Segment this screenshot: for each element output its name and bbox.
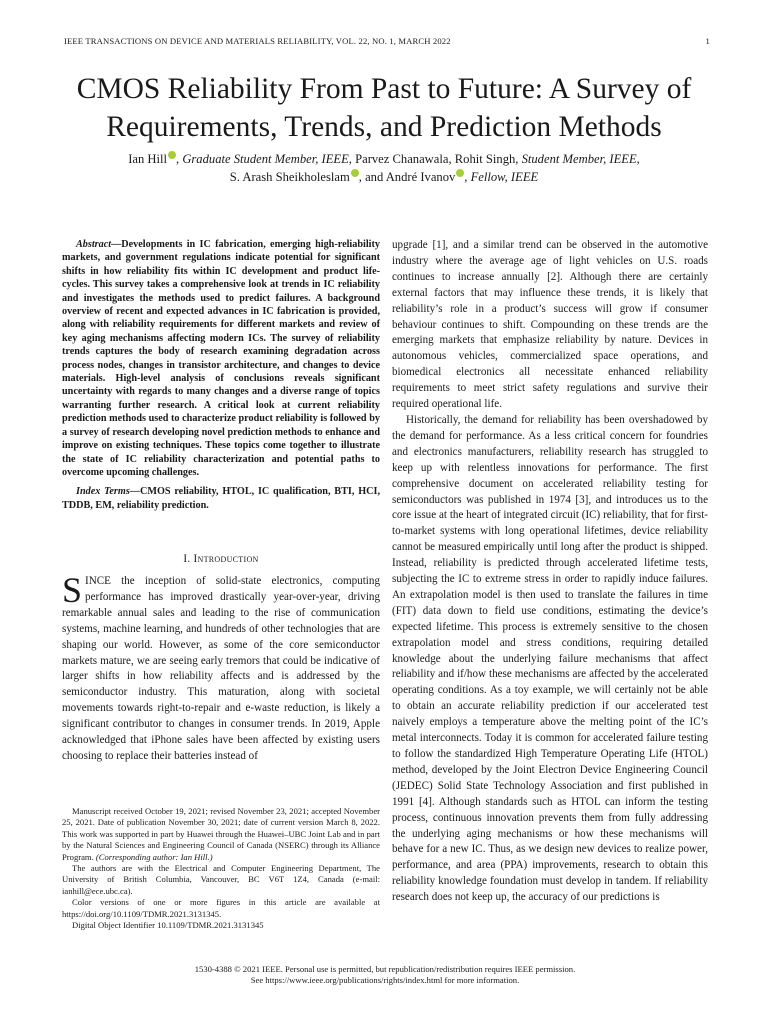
abstract-lead: Abstract (76, 239, 112, 250)
author-separator: , (515, 152, 522, 166)
page-number: 1 (705, 36, 710, 46)
index-terms (62, 485, 380, 512)
body-paragraph: upgrade [1], and a similar trend can be observed in the automotive industry where the average age of light vehicles on U.S. roads continues to increase annually [2]. Although there are certainly external factors that may influence these trends, it is likely that reliability’s role in a product’s success will grow if consumer behaviour continues to shift. Compounding on these trends are the emerging markets that emphasize reliability by nature. Devices in autonomous vehicles, commercialized space operations, and biomedical electronics all necessitate enhanced reliability requirements to meet strict safety regulations and survive their required operational life. (392, 239, 708, 411)
author-name: Parvez Chanawala (355, 152, 449, 166)
title-line-1: CMOS Reliability From Past to Future: A Survey of (76, 73, 692, 105)
author-role: Student Member, IEEE (521, 152, 637, 166)
section-title: Introduction (193, 553, 259, 566)
index-terms-lead: Index Terms (76, 486, 130, 498)
copyright-line-2: See https://www.ieee.org/publications/rights/index.html for more information. (250, 975, 520, 986)
orcid-icon[interactable] (351, 169, 359, 177)
footnote-text: Manuscript received October 19, 2021; revised November 23, 2021; accepted November 25, 2021. Date of publication November 30, 2021; date of current version March 8, 2022. This work was supported in part by Huawei through the Huawei–UBC Joint Lab and in part by the Natural Sciences and Engineering Council of Canada (NSERC) through its Alliance Program. (62, 806, 380, 862)
author-list: Ian Hill , Graduate Student Member, IEEE, Parvez Chanawala, Rohit Singh, Student Member, IEEE, S. Arash Sheikholeslam , and André Ivanov , Fellow, IEEE (128, 152, 640, 184)
body-paragraph: Historically, the demand for reliability has been overshadowed by the demand for performance. As a less critical concern for foundries and electronics manufacturers, reliability research has struggled to keep up with relentless innovations for performance. The first comprehensive document on accelerated reliability testing for semiconductors was published in 1974 [3], and introduces us to the core issue at the heart of integrated circuit (IC) reliability, that for first-to-market systems with long operational lifetimes, device reliability cannot be measured empirically until long after the product is shipped. Instead, reliability is predicted through accelerated lifetime tests, subjecting the IC to extreme stress in order to rapidly induce failures. An extrapolation model is then used to translate the failures in time (FIT) data down to field use conditions, estimating the device’s expected lifetime. This process is extremely sensitive to the chosen extrapolation model and stress conditions, requiring detailed knowledge about the underlying failure mechanisms that affect reliability and if/how these mechanisms are affected by the accelerated operating conditions. As a toy example, we will certainly not be able to obtain an accurate reliability prediction if our accelerated test naively employs a temperature above the melting point of the IC’s metal interconnects. Today it is common for accelerated failure testing to follow the standardized High Temperature Operating Life (HTOL) method, developed by the Joint Electron Device Engineering Council (JEDEC) Solid State Technology Association and first published in 1991 [4]. Although standards such as HTOL can inform the testing process, continuous innovation prevents them from fully addressing the underlying aging mechanisms or how these mechanisms will behave for a new IC. Thus, as we design new devices to realize power, performance, and area (PPA) improvements, research to obtain this reliability knowledge foundation must develop in tandem. If reliability research does not keep up, the accuracy of our predictions is (392, 413, 708, 904)
author-role: Fellow, IEEE (470, 170, 539, 184)
copyright-notice (62, 964, 708, 987)
journal-header: IEEE TRANSACTIONS ON DEVICE AND MATERIALS RELIABILITY, VOL. 22, NO. 1, MARCH 2022 (64, 36, 451, 46)
footnote-manuscript (62, 806, 380, 863)
running-head (64, 36, 710, 46)
orcid-icon[interactable] (168, 151, 176, 159)
author-separator: , and (358, 170, 386, 184)
author-role: Graduate Student Member, IEEE (182, 152, 349, 166)
section-heading (62, 552, 380, 568)
footnote-doi: Digital Object Identifier 10.1109/TDMR.2021.3131345 (72, 920, 264, 931)
abstract (62, 238, 380, 479)
corresponding-author-note: (Corresponding author: Ian Hill.) (95, 851, 213, 862)
author-name: Ian Hill (128, 152, 168, 166)
author-name: André Ivanov (385, 170, 456, 184)
author-separator: , (348, 152, 356, 166)
author-name: S. Arash Sheikholeslam (229, 170, 350, 184)
paper-title (40, 70, 728, 146)
author-name: Rohit Singh (454, 152, 516, 166)
drop-cap: S (62, 570, 83, 611)
title-line-2: Requirements, Trends, and Prediction Methods (106, 111, 662, 143)
copyright-line-1: 1530-4388 © 2021 IEEE. Personal use is permitted, but republication/redistribution requires IEEE permission. (194, 964, 576, 974)
author-separator: , (464, 170, 471, 184)
footnote-affiliation: The authors are with the Electrical and Computer Engineering Department, The University of British Columbia, Vancouver, BC V6T 1Z4, Canada (e-mail: ianhill@ece.ubc.ca). (62, 863, 380, 896)
footnote-color-versions: Color versions of one or more figures in this article are available at https://doi.org/10.1109/TDMR.2021.3131345. (62, 897, 380, 919)
intro-paragraph (62, 570, 380, 765)
footnotes (62, 806, 380, 931)
intro-text: INCE the inception of solid-state electronics, computing performance has improved drastically year-over-year, driving remarkable annual sales and leading to the rise of communication systems, machine learning, and hundreds of other technologies that are shaping our world. However, as some of the core semiconductor markets mature, we are seeing early tremors that could be indicative of larger shifts in how reliability affects and is addressed by the semiconductor industry. This maturation, along with societal movements towards right-to-repair and e-waste reduction, is likely a significant contributor to changes in consumer trends. In 2019, Apple acknowledged that iPhone sales have been affected by existing users choosing to replace their batteries instead of (62, 575, 380, 762)
author-separator: , (176, 152, 183, 166)
index-terms-text: —CMOS reliability, HTOL, IC qualification, BTI, HCI, TDDB, EM, reliability prediction. (62, 486, 380, 511)
abstract-text: —Developments in IC fabrication, emerging high-reliability markets, and government regulations indicate potential for significant shifts in how reliability fits within IC development and product life-cycles. This survey takes a comprehensive look at trends in IC reliability and investigates the methods used to predict failures. A background overview of recent and expected advances in IC fabrication is provided, along with reliability requirements for different markets and review of key aging mechanisms affecting modern ICs. The survey of reliability trends captures the body of research examining degradation across process nodes, changes in transistor architecture, and changes to device materials. High-level analysis of conclusions reveals significant uncertainty with regards to many changes and a diverse range of topics warranting further research. A critical look at current reliability prediction methods used to characterize product reliability is followed by a survey of research developing novel prediction methods to enhance and improve on existing techniques. These topics come together to illustrate the state of IC reliability characterization and potential paths to overcome upcoming challenges. (62, 239, 380, 478)
left-column (62, 238, 380, 765)
right-column (392, 238, 708, 906)
section-numeral: I. (183, 553, 194, 566)
author-separator: , (448, 152, 455, 166)
